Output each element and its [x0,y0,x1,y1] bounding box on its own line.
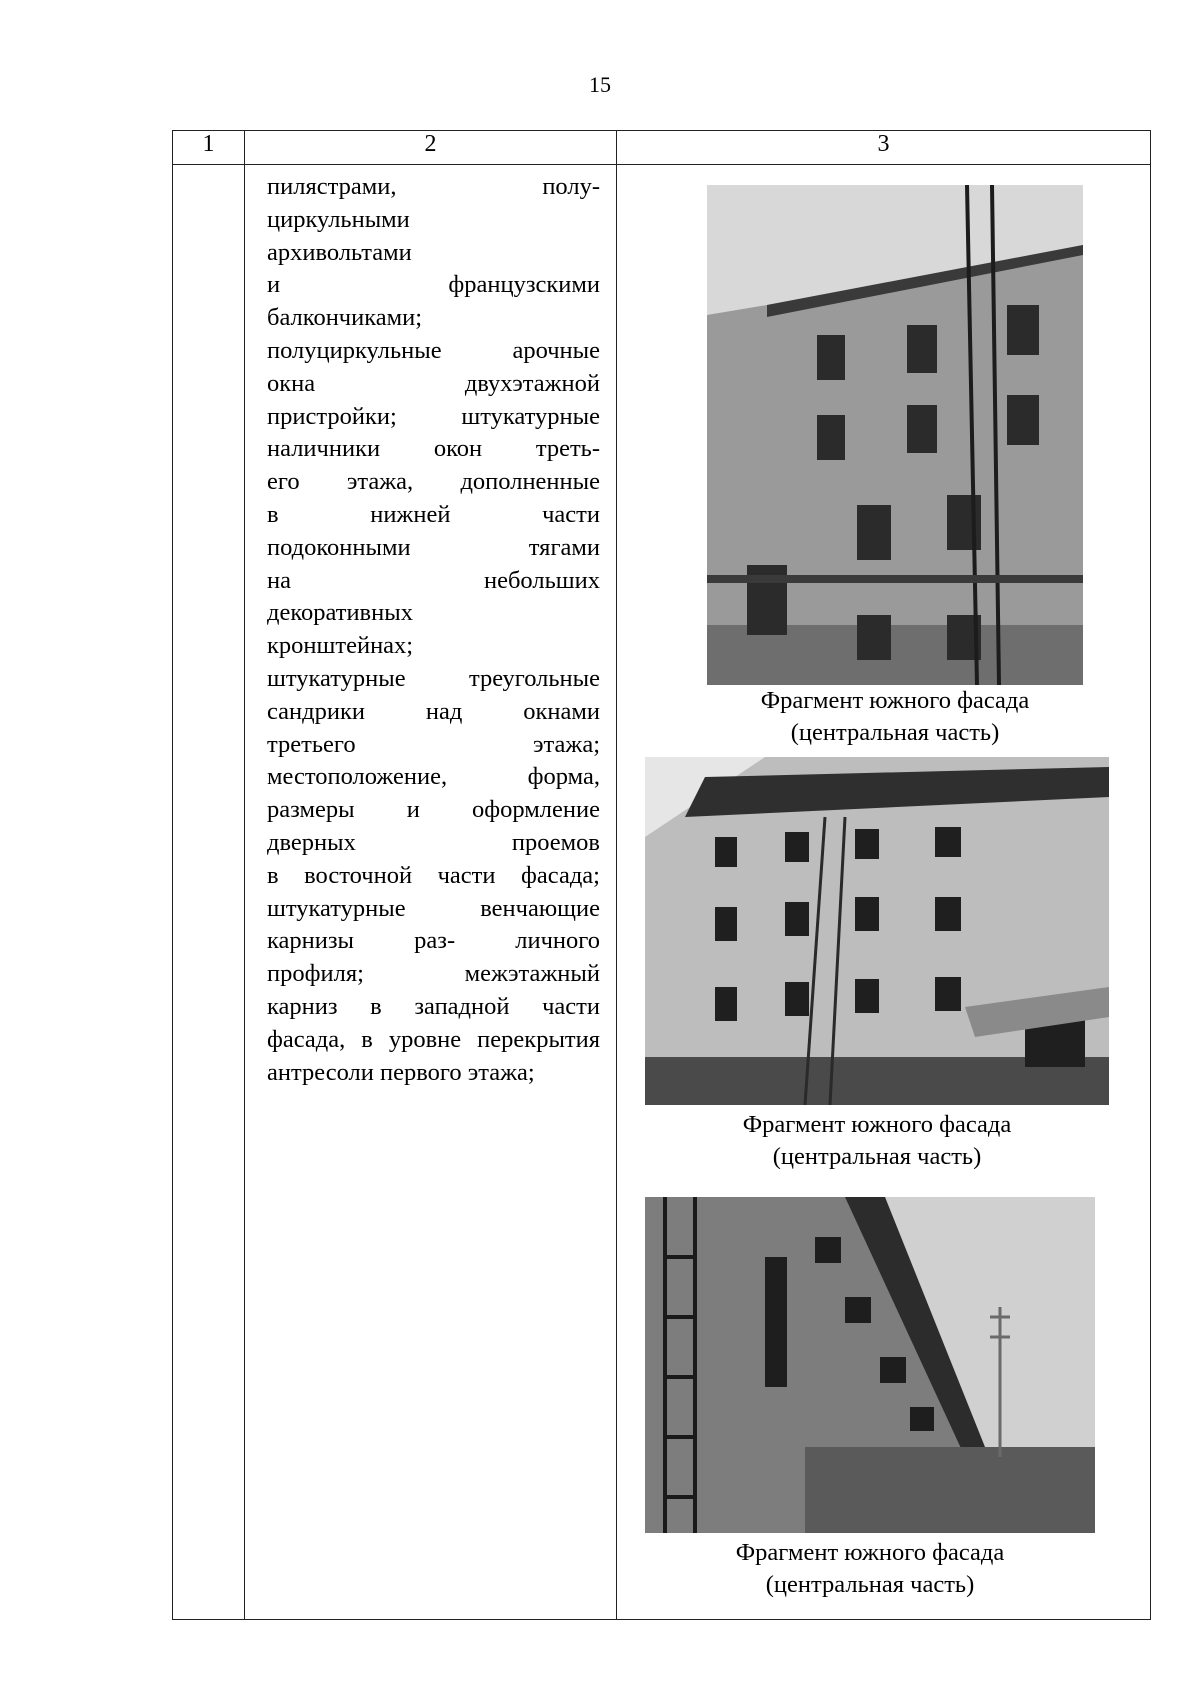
photo-block-3 [645,1197,1095,1601]
description-line: в восточной части фасада; [267,861,600,889]
cell-col-1 [173,165,245,1620]
facade-photo-2 [645,757,1109,1105]
cell-description [245,165,617,1620]
description-line: карнизы раз- личного [267,927,600,955]
facade-photo-3 [645,1197,1095,1533]
description-line: на небольших [267,566,600,594]
description-line: фасада, в уровне перекрытия [267,1025,600,1053]
description-line: архивольтами [267,238,412,266]
photo-caption-2-line-1: Фрагмент южного фасада [742,1111,1012,1138]
photo-block-2 [645,757,1109,1173]
description-line: пилястрами, полу- [267,173,600,200]
photo-block-1 [707,185,1083,749]
description-line: размеры и оформление [267,796,600,824]
description-line: штукатурные треугольные [267,664,600,692]
photo-caption-2-line-2: (центральная часть) [772,1143,982,1170]
photo-caption-1-line-1: Фрагмент южного фасада [760,687,1030,714]
description-line: декоративных [267,599,413,627]
description-line: и французскими [267,271,600,299]
description-text [245,165,616,1089]
description-line: наличники окон треть- [267,435,600,463]
photo-caption-1-line-2: (центральная часть) [790,719,1000,746]
description-line: окна двухэтажной [267,369,600,397]
header-col-1: 1 [173,131,245,165]
description-line: кронштейнах; [267,632,414,660]
photo-caption-3-line-2: (центральная часть) [765,1571,975,1598]
description-line: местоположение, форма, [267,763,600,791]
description-line: полуциркульные арочные [267,336,600,364]
table-row [173,165,1151,1620]
description-line: штукатурные венчающие [267,894,600,922]
facade-photo-1 [707,185,1083,685]
description-line: сандрики над окнами [267,697,600,725]
description-line: циркульными [267,205,410,233]
description-line: пристройки; штукатурные [267,402,600,430]
description-line: профиля; межэтажный [267,960,600,988]
description-line: его этажа, дополненные [267,468,600,496]
cell-photos [617,165,1151,1620]
description-line: в нижней части [267,500,600,528]
description-line: антресоли первого этажа; [267,1058,535,1086]
header-col-2: 2 [245,131,617,165]
description-line: дверных проемов [267,828,600,856]
document-table [172,130,1151,1620]
table-header-row [173,131,1151,165]
description-line: третьего этажа; [267,730,600,758]
page-number: 15 [589,72,611,97]
header-col-3: 3 [617,131,1151,165]
description-line: балкончиками; [267,304,423,332]
description-line: подоконными тягами [267,533,600,561]
photo-caption-3-line-1: Фрагмент южного фасада [735,1539,1005,1566]
description-line: карниз в западной части [267,992,600,1020]
